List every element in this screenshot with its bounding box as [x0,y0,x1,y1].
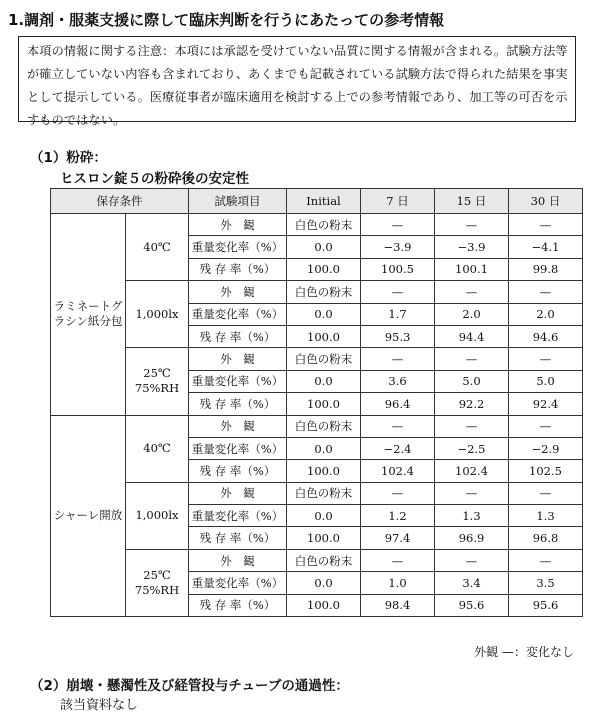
table-row [51,549,583,571]
table-cell: — [509,214,583,236]
table-cell: 95.6 [509,594,583,616]
table-cell: 1.2 [361,505,435,527]
table-title: ヒスロン錠５の粉砕後の安定性 [60,171,249,187]
table-cell: 白色の粉末 [287,482,361,504]
table-row [51,214,583,236]
stability-table [50,188,583,617]
table-cell: −2.4 [361,437,435,459]
table-cell: 95.6 [435,594,509,616]
table-row [51,482,583,504]
table-cell: — [361,482,435,504]
table-cell: 100.0 [287,393,361,415]
table-cell: 3.5 [509,572,583,594]
table-cell: 94.4 [435,325,509,347]
test-item-label: 重量変化率（%） [189,370,287,392]
test-item-label: 重量変化率（%） [189,236,287,258]
table-header-row [51,189,583,214]
table-cell: −3.9 [435,236,509,258]
notice-box: 本項の情報に関する注意：本項には承認を受けていない品質に関する情報が含まれる。試験方法等が確立していない内容も含まれており、あくまでも記載されている試験方法で得られた結果を事実として提示している。医療従事者が臨床適用を検討する上での参考情報であり、加工等の可否を示すものではない。 [18,36,576,122]
header-15d: 15 日 [435,189,509,214]
table-cell: — [435,214,509,236]
table-cell: — [509,549,583,571]
table-cell: 0.0 [287,437,361,459]
table-cell: — [435,348,509,370]
table-cell: 100.0 [287,258,361,280]
table-cell: 102.5 [509,460,583,482]
table-cell: 102.4 [361,460,435,482]
table-cell: −2.9 [509,437,583,459]
table-row [51,281,583,303]
table-row [51,415,583,437]
table-cell: 2.0 [435,303,509,325]
table-cell: 1.7 [361,303,435,325]
table-cell: 96.9 [435,527,509,549]
condition-name: 25℃ 75%RH [126,348,189,415]
table-cell: — [435,549,509,571]
table-cell: — [509,348,583,370]
test-item-label: 外 観 [189,214,287,236]
test-item-label: 重量変化率（%） [189,505,287,527]
test-item-label: 外 観 [189,348,287,370]
table-cell: — [509,415,583,437]
test-item-label: 重量変化率（%） [189,437,287,459]
section-2-text: 該当資料なし [60,698,139,713]
test-item-label: 重量変化率（%） [189,303,287,325]
table-cell: 5.0 [435,370,509,392]
test-item-label: 重量変化率（%） [189,572,287,594]
table-cell: 98.4 [361,594,435,616]
table-cell: 100.5 [361,258,435,280]
table-cell: 100.0 [287,527,361,549]
table-cell: 96.8 [509,527,583,549]
table-cell: 100.0 [287,594,361,616]
condition-name: 40℃ [126,415,189,482]
table-cell: 94.6 [509,325,583,347]
condition-name: 1,000lx [126,281,189,348]
table-cell: 0.0 [287,236,361,258]
test-item-label: 残 存 率（%） [189,393,287,415]
table-cell: — [361,281,435,303]
test-item-label: 残 存 率（%） [189,460,287,482]
table-cell: 95.3 [361,325,435,347]
table-cell: 100.0 [287,460,361,482]
table-cell: — [509,482,583,504]
condition-name: 1,000lx [126,482,189,549]
page-title: 1.調剤・服薬支援に際して臨床判断を行うにあたっての参考情報 [8,11,445,29]
table-cell: 102.4 [435,460,509,482]
condition-name: 25℃ 75%RH [126,549,189,616]
table-cell: 3.4 [435,572,509,594]
table-cell: 99.8 [509,258,583,280]
test-item-label: 残 存 率（%） [189,258,287,280]
table-cell: 1.0 [361,572,435,594]
table-cell: −3.9 [361,236,435,258]
header-item: 試験項目 [189,189,287,214]
group-name: シャーレ開放 [51,415,126,617]
footnote: 外観 —：変化なし [474,645,574,659]
table-cell: −4.1 [509,236,583,258]
table-cell: −2.5 [435,437,509,459]
group-name: ラミネートグラシン紙分包 [51,214,126,416]
test-item-label: 外 観 [189,415,287,437]
table-cell: 0.0 [287,505,361,527]
table-cell: 白色の粉末 [287,348,361,370]
table-cell: — [435,281,509,303]
table-cell: 1.3 [509,505,583,527]
header-7d: 7 日 [361,189,435,214]
condition-name: 40℃ [126,214,189,281]
table-cell: 白色の粉末 [287,549,361,571]
test-item-label: 外 観 [189,482,287,504]
table-cell: 100.1 [435,258,509,280]
table-cell: — [435,415,509,437]
table-cell: 白色の粉末 [287,214,361,236]
header-30d: 30 日 [509,189,583,214]
table-cell: 1.3 [435,505,509,527]
table-row [51,348,583,370]
test-item-label: 残 存 率（%） [189,594,287,616]
table-cell: 0.0 [287,370,361,392]
header-storage: 保存条件 [51,189,189,214]
table-cell: — [361,415,435,437]
table-cell: 2.0 [509,303,583,325]
table-cell: — [361,549,435,571]
table-cell: 5.0 [509,370,583,392]
table-cell: 92.2 [435,393,509,415]
test-item-label: 残 存 率（%） [189,527,287,549]
test-item-label: 外 観 [189,549,287,571]
table-cell: 3.6 [361,370,435,392]
table-cell: — [361,214,435,236]
table-cell: — [435,482,509,504]
section-2-heading: （2）崩壊・懸濁性及び経管投与チューブの通過性： [30,678,349,694]
table-cell: 97.4 [361,527,435,549]
table-cell: 100.0 [287,325,361,347]
table-cell: 0.0 [287,303,361,325]
table-cell: 96.4 [361,393,435,415]
header-initial: Initial [287,189,361,214]
section-1-heading: （1）粉砕： [30,150,107,166]
table-cell: 白色の粉末 [287,415,361,437]
table-cell: — [509,281,583,303]
table-cell: 0.0 [287,572,361,594]
test-item-label: 残 存 率（%） [189,325,287,347]
table-cell: 92.4 [509,393,583,415]
test-item-label: 外 観 [189,281,287,303]
table-cell: 白色の粉末 [287,281,361,303]
table-cell: — [361,348,435,370]
